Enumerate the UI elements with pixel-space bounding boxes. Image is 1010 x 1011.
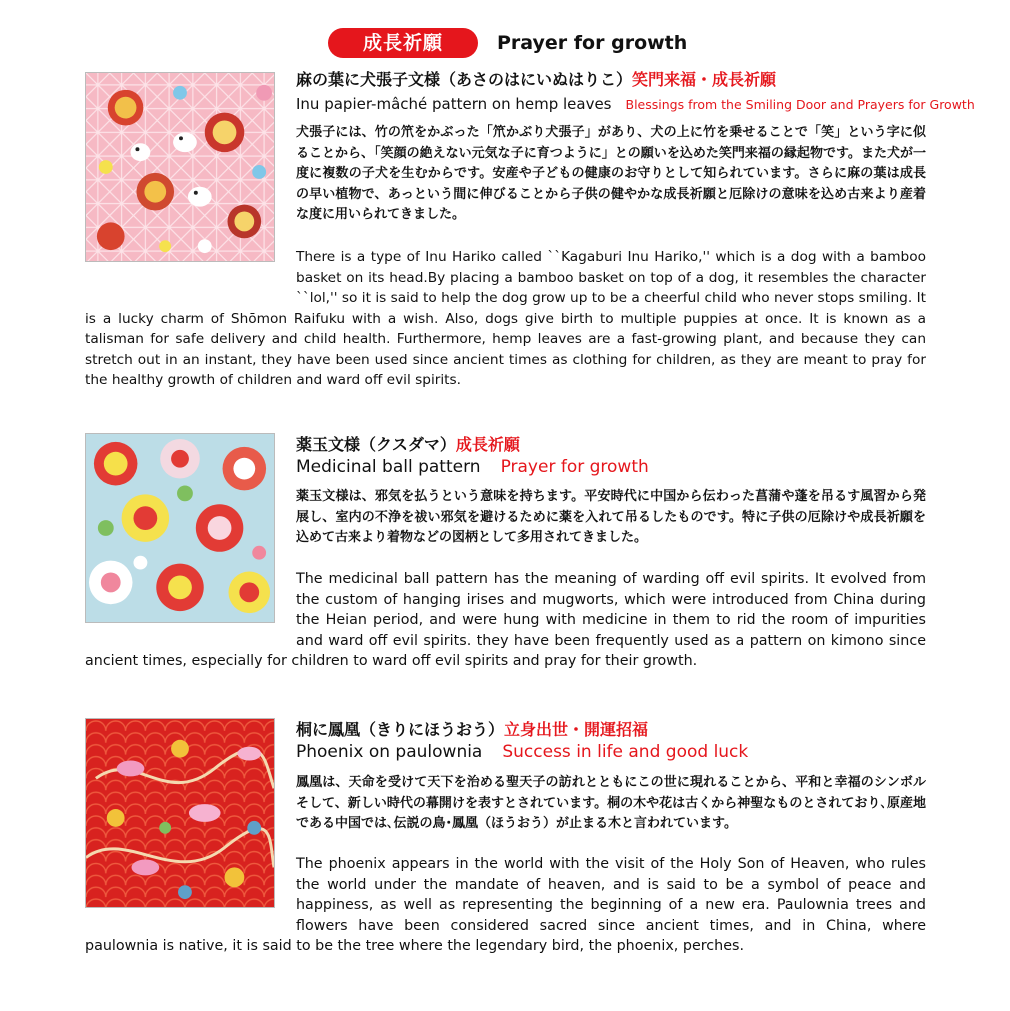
title-jp-text: 麻の葉に犬張子文様（あさのはにいぬはりこ） [296, 70, 633, 89]
section-title-jp [296, 434, 520, 456]
section-title-jp [296, 719, 648, 741]
section-title-jp [296, 69, 776, 91]
title-en-tag: Success in life and good luck [502, 742, 749, 762]
title-en-tag: Prayer for growth [500, 457, 649, 477]
page-title: Prayer for growth [497, 32, 688, 54]
section-title-en [296, 93, 975, 116]
body-en-text: There is a type of Inu Hariko called ``Kagaburi Inu Hariko,'' which is a dog with a bamboo basket on its head.By placing a bamboo basket on top of a dog, it resembles the character ``lol,'' so it is said to help the dog grow up to be a cheerful child who never stops smiling. It is a lucky charm of Shōmon Raifuku with a wish. Also, dogs give birth to multiple puppies at once. It is known as a talisman for safe delivery and child health. Furthermore, hemp leaves are a fast-growing plant, and because they can stretch out in an instant, they have been used since ancient times as clothing for children, as they are meant to pray for the healthy growth of children and ward off evil spirits. [85, 249, 926, 388]
title-en-text: Medicinal ball pattern [296, 457, 481, 477]
title-jp-tag: 笑門来福・成長祈願 [632, 70, 777, 89]
page-header [0, 26, 1010, 60]
section-body-jp: 薬玉文様は、邪気を払うという意味を持ちます。平安時代に中国から伝わった菖蒲や蓬を吊るす風習から発展し、室内の不浄を祓い邪気を避けるために薬を入れて吊るしたものです。特に子供の厄除けや成長祈願を込めて古来より着物などの図柄として多用されてきました。 [296, 489, 926, 545]
section-body-jp: 鳳凰は、天命を受けて天下を治める聖天子の訪れとともにこの世に現れることから、平和と幸福のシンボルそして、新しい時代の幕開けを表すとされています。桐の木や花は古くから神聖なものとされており､原産地である中国では､伝説の鳥･鳳凰（ほうおう）が止まる木と言われています。 [296, 775, 926, 831]
body-en-text: The medicinal ball pattern has the meaning of warding off evil spirits. It evolved from the custom of hanging irises and mugworts, which were introduced from China during the Heian period, and were hung with medicine in them to rid the room of impurities and ward off evil spirits. they have been frequently used as a pattern on kimono since ancient times, especially for children to ward off evil spirits and pray for their growth. [85, 571, 926, 669]
title-jp-tag: 成長祈願 [455, 435, 520, 454]
section-body-en [85, 854, 926, 957]
title-en-tag: Blessings from the Smiling Door and Prayers for Growth [625, 97, 975, 112]
growth-badge: 成長祈願 [328, 28, 478, 58]
title-jp-text: 薬玉文様（クスダマ） [296, 435, 456, 454]
section-title-en [296, 741, 748, 763]
hemp-pattern-illustration [86, 73, 274, 261]
title-en-text: Phoenix on paulownia [296, 742, 483, 762]
title-jp-tag: 立身出世・開運招福 [504, 720, 649, 739]
title-jp-text: 桐に鳳凰（きりにほうおう） [296, 720, 505, 739]
section-body-jp: 犬張子には、竹の笊をかぶった「笊かぶり犬張子」があり、犬の上に竹を乗せることで「笑」という字に似ることから、「笑顔の絶えない元気な子に育つように」との願いを込めた笑門来福の縁起物です。また犬が一度に複数の子犬を生むからです。安産や子どもの健康のお守りとして知られています。さらに麻の葉は成長の早い植物で、あっという間に伸びることから子供の健やかな成長祈願と厄除けの意味を込め古来より産着な度に用いられてきました。 [296, 125, 926, 222]
title-en-text: Inu papier-mâché pattern on hemp leaves [296, 95, 612, 113]
hemp-pattern-image [85, 72, 275, 262]
section-body-en [85, 247, 926, 391]
section-body-en [85, 569, 926, 672]
section-title-en [296, 456, 649, 478]
body-en-text: The phoenix appears in the world with the visit of the Holy Son of Heaven, who rules the world under the mandate of heaven, and is said to be a symbol of peace and happiness, as well as representing the beginning of a new era. Paulownia trees and flowers have been considered sacred since ancient times, and in China, where paulownia is native, it is said to be the tree where the legendary bird, the phoenix, perches. [85, 856, 926, 954]
